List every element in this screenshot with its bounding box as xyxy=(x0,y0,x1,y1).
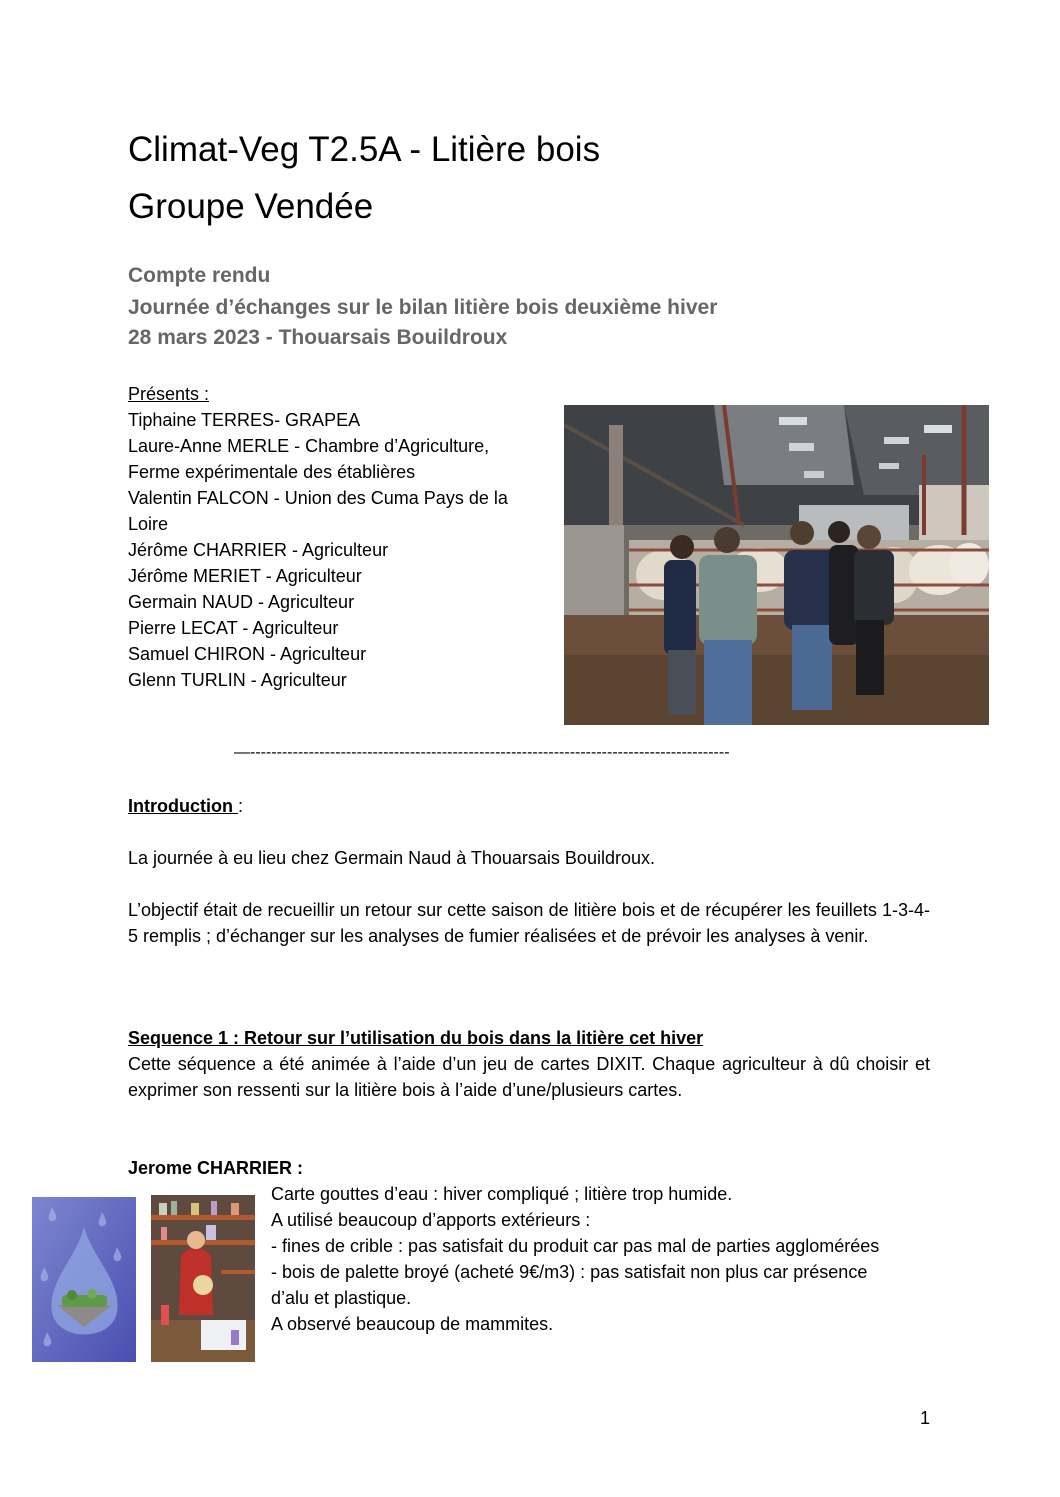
attendee-line: Pierre LECAT - Agriculteur xyxy=(128,618,339,638)
remark-line: - fines de crible : pas satisfait du produit car pas mal de parties agglomérées xyxy=(271,1236,880,1256)
attendee-line: Jérôme MERIET - Agriculteur xyxy=(128,566,362,586)
remark-line: A observé beaucoup de mammites. xyxy=(271,1314,554,1334)
attendee-line: Germain NAUD - Agriculteur xyxy=(128,592,355,612)
attendee-line: Tiphaine TERRES- GRAPEA xyxy=(128,410,361,430)
document-title-line2: Groupe Vendée xyxy=(128,187,374,226)
attendees-list xyxy=(128,381,548,693)
attendees-heading: Présents : xyxy=(128,384,210,404)
attendee-line: Valentin FALCON - Union des Cuma Pays de la xyxy=(128,488,508,508)
water-drop-card-image xyxy=(32,1197,136,1362)
attendee-line: Loire xyxy=(128,514,169,534)
document-title-line1: Climat-Veg T2.5A - Litière bois xyxy=(128,130,601,169)
remark-line: - bois de palette broyé (acheté 9€/m3) : pas satisfait non plus car présence xyxy=(271,1262,868,1282)
barn-group-photo xyxy=(564,405,989,725)
subtitle-report: Compte rendu xyxy=(128,264,271,287)
remark-line: A utilisé beaucoup d’apports extérieurs : xyxy=(271,1210,591,1230)
subtitle-date-location: 28 mars 2023 - Thouarsais Bouildroux xyxy=(128,326,508,349)
farmer-remarks xyxy=(271,1181,941,1337)
introduction-paragraph-1: La journée à eu lieu chez Germain Naud à Thouarsais Bouildroux. xyxy=(128,848,655,868)
subtitle-event: Journée d’échanges sur le bilan litière bois deuxième hiver xyxy=(128,296,718,319)
attendee-line: Ferme expérimentale des établières xyxy=(128,462,416,482)
attendee-line: Glenn TURLIN - Agriculteur xyxy=(128,670,347,690)
introduction-heading-colon: : xyxy=(237,796,243,816)
introduction-heading: Introduction xyxy=(128,796,238,816)
remark-line: d’alu et plastique. xyxy=(271,1288,412,1308)
attendee-line: Laure-Anne MERLE - Chambre d’Agriculture, xyxy=(128,436,490,456)
introduction-heading-row xyxy=(128,793,243,819)
attendee-line: Jérôme CHARRIER - Agriculteur xyxy=(128,540,389,560)
section-separator: —------------------------------------------------------------------------------------------ xyxy=(234,744,730,761)
remark-line: Carte gouttes d’eau : hiver compliqué ; litière trop humide. xyxy=(271,1184,733,1204)
alchemist-card-image xyxy=(151,1195,255,1362)
sequence1-heading: Sequence 1 : Retour sur l’utilisation du bois dans la litière cet hiver xyxy=(128,1028,704,1048)
farmer-name-heading: Jerome CHARRIER : xyxy=(128,1158,304,1178)
page-number: 1 xyxy=(919,1408,930,1428)
introduction-paragraph-2: L’objectif était de recueillir un retour sur cette saison de litière bois et de récupérer les feuillets 1-3-4-5 remplis ; d’échanger sur les analyses de fumier réalisées et de prévoir les analyses à venir. xyxy=(128,900,930,946)
sequence1-paragraph: Cette séquence a été animée à l’aide d’un jeu de cartes DIXIT. Chaque agriculteur à dû choisir et exprimer son ressenti sur la litière bois à l’aide d’une/plusieurs cartes. xyxy=(128,1054,930,1100)
attendee-line: Samuel CHIRON - Agriculteur xyxy=(128,644,367,664)
